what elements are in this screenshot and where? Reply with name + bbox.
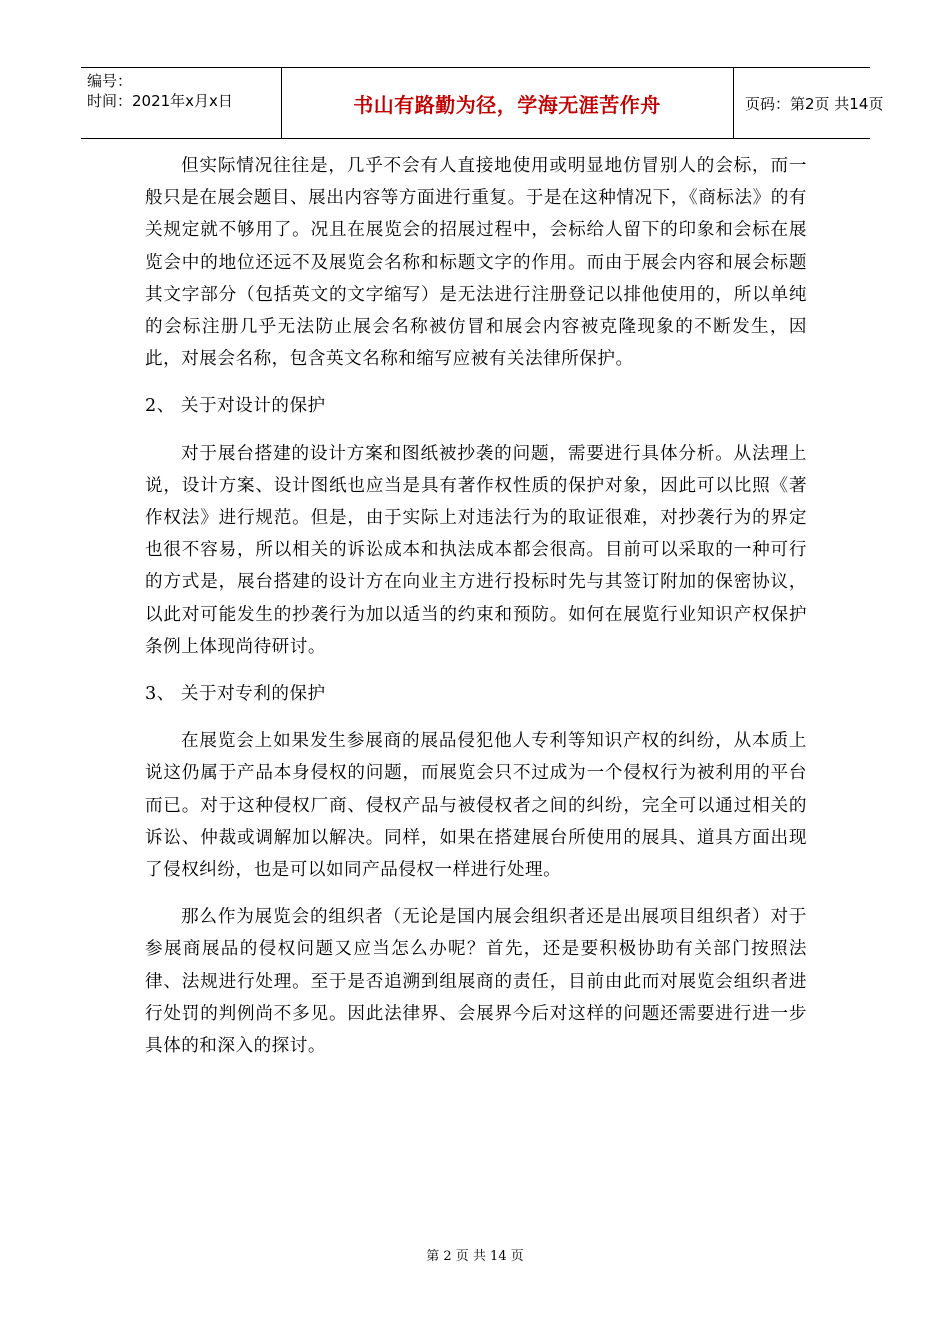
page-footer: 第 2 页 共 14 页 <box>426 1249 524 1264</box>
document-body <box>145 150 807 1077</box>
header-info-cell <box>81 68 282 138</box>
paragraph-patent-protection: 在展览会上如果发生参展商的展品侵犯他人专利等知识产权的纠纷，从本质上说这仍属于产品本身侵权的问题，而展览会只不过成为一个侵权行为被利用的平台而已。对于这种侵权厂商、侵权产品与被侵权者之间的纠纷，完全可以通过相关的诉讼、仲裁或调解加以解决。同样，如果在搭建展台所使用的展具、道具方面出现了侵权纠纷，也是可以如同产品侵权一样进行处理。 <box>145 731 807 881</box>
header-motto: 书山有路勤为径，学海无涯苦作舟 <box>353 92 661 117</box>
section-heading-design: 2、 关于对设计的保护 <box>145 396 326 417</box>
document-number-label: 编号： <box>87 72 133 90</box>
document-date: 时间：2021年x月x日 <box>87 92 233 110</box>
header-page-code: 页码：第2页 共14页 <box>745 94 884 113</box>
paragraph-design-protection: 对于展台搭建的设计方案和图纸被抄袭的问题，需要进行具体分析。从法理上说，设计方案、设计图纸也应当是具有著作权性质的保护对象，因此可以比照《著作权法》进行规范。但是，由于实际上对违法行为的取证很难，对抄袭行为的界定也很不容易，所以相关的诉讼成本和执法成本都会很高。目前可以采取的一种可行的方式是，展台搭建的设计方在向业主方进行投标时先与其签订附加的保密协议，以此对可能发生的抄袭行为加以适当的约束和预防。如何在展览行业知识产权保护条例上体现尚待研讨。 <box>145 443 807 657</box>
header-page-cell <box>733 68 884 138</box>
section-heading-patent: 3、 关于对专利的保护 <box>145 684 326 705</box>
paragraph-trademark-conclusion: 但实际情况往往是，几乎不会有人直接地使用或明显地仿冒别人的会标，而一般只是在展会题目、展出内容等方面进行重复。于是在这种情况下，《商标法》的有关规定就不够用了。况且在展览会的招展过程中，会标给人留下的印象和会标在展览会中的地位还远不及展览会名称和标题文字的作用。而由于展会内容和展会标题其文字部分（包括英文的文字缩写）是无法进行注册登记以排他使用的，所以单纯的会标注册几乎无法防止展会名称被仿冒和展会内容被克隆现象的不断发生，因此，对展会名称，包含英文名称和缩写应被有关法律所保护。 <box>145 156 807 370</box>
paragraph-organizer-role: 那么作为展览会的组织者（无论是国内展会组织者还是出展项目组织者）对于参展商展品的侵权问题又应当怎么办呢？首先，还是要积极协助有关部门按照法律、法规进行处理。至于是否追溯到组展商的责任，目前由此而对展览会组织者进行处罚的判例尚不多见。因此法律界、会展界今后对这样的问题还需要进行进一步具体的和深入的探讨。 <box>145 907 807 1057</box>
page-header <box>81 67 884 139</box>
header-motto-cell <box>281 68 734 138</box>
